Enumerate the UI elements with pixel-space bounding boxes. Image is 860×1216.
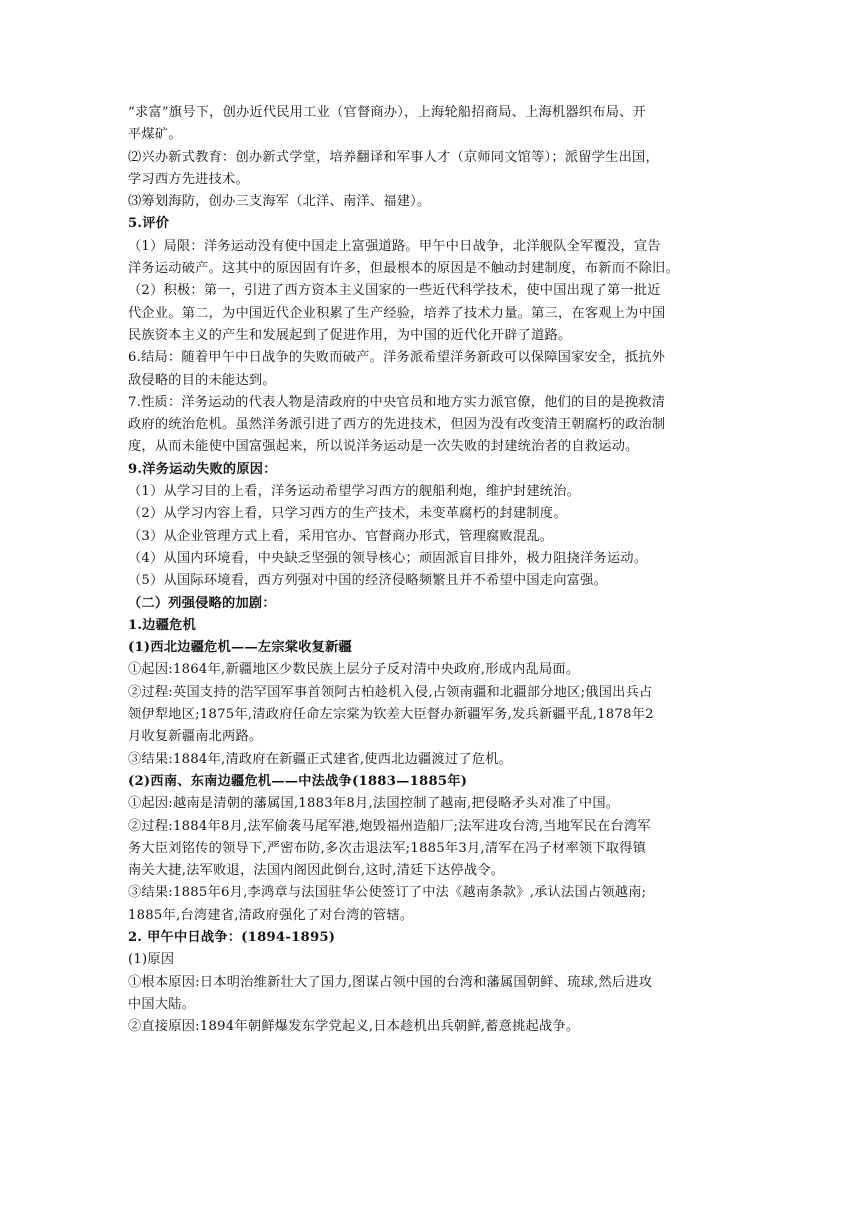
text-line: 平煤矿。	[128, 127, 182, 143]
text-line: 领伊犁地区;1875年,清政府任命左宗棠为钦差大臣督办新疆军务,发兵新疆平乱,1878年2	[128, 707, 654, 723]
text-line: ②过程:1884年8月,法军偷袭马尾军港,炮毁福州造船厂;法军进攻台湾,当地军民在台湾军	[128, 818, 651, 834]
text-line: 1885年,台湾建省,清政府强化了对台湾的管辖。	[128, 907, 414, 923]
text-line: ①起因:越南是清朝的藩属国,1883年8月,法国控制了越南,把侵略矛头对准了中国。	[128, 796, 620, 812]
text-line: ②过程:英国支持的浩罕国军事首领阿古柏趁机入侵,占领南疆和北疆部分地区;俄国出兵占	[128, 684, 653, 700]
section-heading: (1)西北边疆危机——左宗棠收复新疆	[128, 640, 352, 656]
text-line: 洋务运动破产。这其中的原因固有许多，但最根本的原因是不触动封建制度，布新而不除旧。	[128, 261, 679, 277]
text-line: （1）从学习目的上看，洋务运动希望学习西方的舰船利炮，维护封建统治。	[128, 484, 581, 500]
section-heading: 9.洋务运动失败的原因：	[128, 461, 277, 477]
text-line: ①根本原因:日本明治维新壮大了国力,图谋占领中国的台湾和藩属国朝鲜、琉球,然后进攻	[128, 974, 653, 990]
section-heading: 5.评价	[128, 216, 170, 232]
text-line: 7.性质：洋务运动的代表人物是清政府的中央官员和地方实力派官僚，他们的目的是挽救清	[128, 394, 666, 410]
text-line: 6.结局：随着甲午中日战争的失败而破产。洋务派希望洋务新政可以保障国家安全，抵抗外	[128, 350, 666, 366]
text-line: ③结果:1884年,清政府在新疆正式建省,使西北边疆渡过了危机。	[128, 751, 513, 767]
text-line: ⑶筹划海防，创办三支海军（北洋、南洋、福建）。	[128, 194, 431, 210]
text-line: 务大臣刘铭传的领导下,严密布防,多次击退法军;1885年3月,清军在冯子材率领下取得镇	[128, 840, 647, 856]
text-line: ②直接原因:1894年朝鲜爆发东学党起义,日本趁机出兵朝鲜,蓄意挑起战争。	[128, 1019, 580, 1035]
section-heading: (2)西南、东南边疆危机——中法战争(1883—1885年)	[128, 773, 468, 789]
text-line: 敌侵略的目的未能达到。	[128, 372, 276, 388]
text-line: ⑵兴办新式教育：创办新式学堂，培养翻译和军事人才（京师同文馆等）；派留学生出国，	[128, 149, 659, 165]
text-line: 代企业。第二，为中国近代企业积累了生产经验，培养了技术力量。第三，在客观上为中国	[128, 305, 666, 321]
text-line: （2）从学习内容上看，只学习西方的生产技术，未变革腐朽的封建制度。	[128, 506, 567, 522]
text-line: 月收复新疆南北两路。	[128, 729, 263, 745]
section-heading: 2. 甲午中日战争：(1894-1895)	[128, 929, 336, 945]
text-line: 中国大陆。	[128, 996, 196, 1012]
text-line: (1)原因	[128, 952, 175, 968]
text-line: （1）局限：洋务运动没有使中国走上富强道路。甲午中日战争，北洋舰队全军覆没，宣告	[128, 238, 661, 254]
text-line: 民族资本主义的产生和发展起到了促进作用，为中国的近代化开辟了道路。	[128, 327, 572, 343]
text-line: ①起因:1864年,新疆地区少数民族上层分子反对清中央政府,形成内乱局面。	[128, 662, 580, 678]
text-line: 政府的统治危机。虽然洋务派引进了西方的先进技术，但因为没有改变清王朝腐朽的政治制	[128, 417, 666, 433]
text-line: （2）积极：第一，引进了西方资本主义国家的一些近代科学技术，使中国出现了第一批近	[128, 283, 661, 299]
text-line: （5）从国际环境看，西方列强对中国的经济侵略频繁且并不希望中国走向富强。	[128, 573, 607, 589]
text-line: “求富”旗号下，创办近代民用工业（官督商办），上海轮船招商局、上海机器织布局、开	[128, 105, 647, 120]
text-line: （4）从国内环境看，中央缺乏坚强的领导核心；顽固派盲目排外，极力阻挠洋务运动。	[128, 550, 648, 566]
text-line: ③结果:1885年6月,李鸿章与法国驻华公使签订了中法《越南条款》,承认法国占领越南;	[128, 885, 647, 901]
text-line: 南关大捷,法军败退，法国内阁因此倒台,这时,清廷下达停战令。	[128, 863, 505, 879]
section-heading: （二）列强侵略的加剧：	[128, 595, 276, 611]
section-heading: 1.边疆危机	[128, 617, 197, 633]
text-line: 度，从而未能使中国富强起来，所以说洋务运动是一次失败的封建统治者的自救运动。	[128, 439, 639, 455]
text-line: （3）从企业管理方式上看，采用官办、官督商办形式，管理腐败混乱。	[128, 528, 554, 544]
text-line: 学习西方先进技术。	[128, 171, 249, 187]
